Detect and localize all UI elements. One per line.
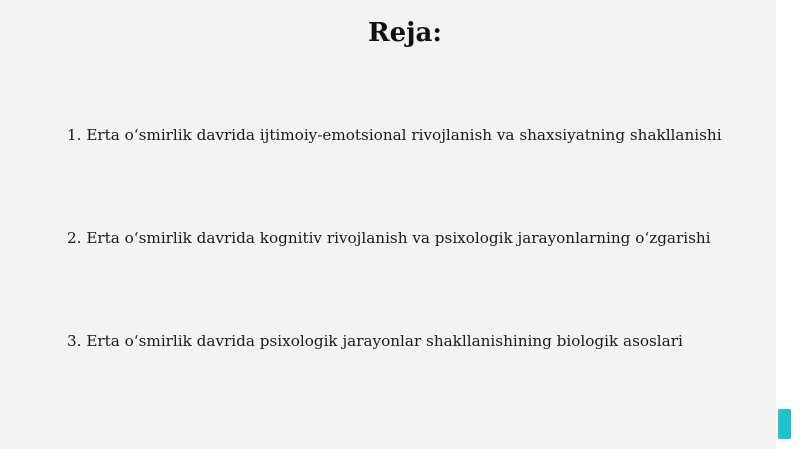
slide-title: Reja: <box>367 18 442 48</box>
scrollbar-thumb[interactable] <box>778 409 791 439</box>
agenda-item-3: 3. Erta o‘smirlik davrida psixologik jarayonlar shakllanishining biologik asoslari <box>67 332 683 350</box>
agenda-item-2: 2. Erta o‘smirlik davrida kognitiv rivojlanish va psixologik jarayonlarning o‘zgarishi <box>67 229 711 247</box>
agenda-item-1: 1. Erta o‘smirlik davrida ijtimoiy-emotsional rivojlanish va shaxsiyatning shakllanishi <box>67 126 722 144</box>
scroll-track <box>776 0 800 449</box>
